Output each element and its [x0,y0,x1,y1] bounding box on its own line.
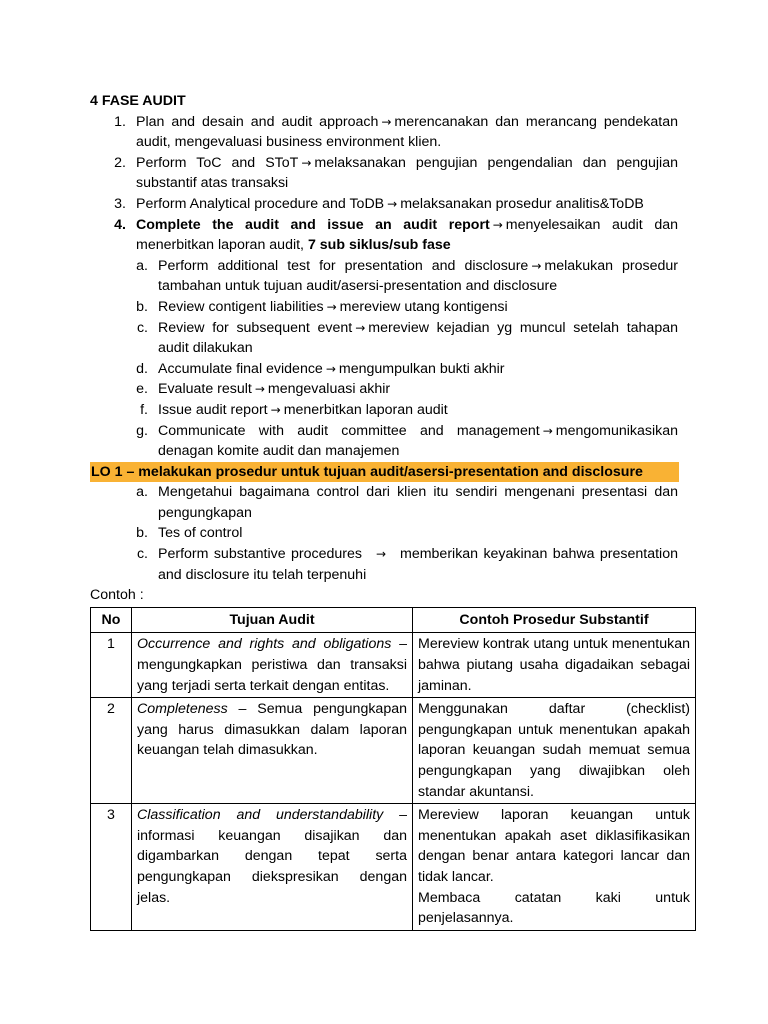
sub-phase-result: menerbitkan laporan audit [283,401,448,418]
lo-item-result: memberikan keyakinan bahwa presentation and disclosure itu telah terpenuhi [158,546,678,583]
phase-result: melaksanakan prosedur analitis&ToDB [400,195,644,212]
sub-phase-result: mengumpulkan bukti akhir [338,360,505,377]
arrow-right-icon: → [381,114,392,129]
sub-phase-list [90,256,678,462]
list-marker: e. [136,381,148,398]
column-header: No [91,607,132,633]
phase-result: merencanakan dan merancang pendekatan audit, mengevaluasi business environment klien. [136,113,678,151]
row-number: 3 [91,804,132,931]
objective-term: Occurrence and rights and obligations [137,636,392,653]
phase-result-bold: 7 sub siklus/sub fase [307,237,451,254]
list-marker: a. [136,257,148,274]
sub-phase-text: Accumulate final evidence [158,360,323,377]
procedure-cell: Menggunakan daftar (checklist) pengungkapan untuk menentukan apakah laporan keuangan sudah memuat semua pengungkapan yang diwajibkan oleh standar akuntansi. [413,698,696,804]
objective-term: Classification and understandability [137,807,384,824]
list-marker: 1. [114,113,126,130]
sub-phase-text: Evaluate result [158,381,252,398]
column-header: Tujuan Audit [132,607,413,633]
objective-desc: – mengungkapkan peristiwa dan transaksi yang terjadi serta terkait dengan entitas. [137,636,407,694]
table-header-row [91,607,696,633]
phase-text: Perform Analytical procedure and ToDB [136,195,385,212]
phase-text: Complete the audit and issue an audit report [136,216,490,233]
list-item [90,318,678,359]
phase-result: menyelesaikan audit dan menerbitkan laporan audit, [136,216,678,254]
lo-list [90,482,678,585]
sub-phase-text: Communicate with audit committee and management [158,422,540,439]
list-item [90,523,678,544]
procedure-text: Membaca catatan kaki untuk penjelasannya. [418,889,690,927]
list-item [90,194,678,215]
arrow-right-icon: → [270,402,281,417]
list-item [90,153,678,194]
sub-phase-result: mereview kejadian yg muncul setelah tahapan audit dilakukan [158,319,678,357]
phase-list [90,112,678,256]
example-label: Contoh : [90,587,144,604]
procedure-text: Mereview laporan keuangan untuk menentukan apakah aset diklasifikasikan dengan benar antara kategori lancar dan tidak lancar. [418,807,690,885]
list-marker: 3. [114,195,126,212]
list-marker: 4. [114,216,126,233]
sub-phase-text: Review contigent liabilities [158,298,324,315]
sub-phase-text: Review for subsequent event [158,319,353,336]
list-marker: a. [136,484,148,501]
arrow-right-icon: → [355,320,366,335]
list-marker: d. [136,360,148,377]
list-item [90,379,678,400]
sub-phase-result: mereview utang kontigensi [339,298,508,315]
list-item [90,544,678,585]
sub-phase-text: Perform additional test for presentation and disclosure [158,257,529,274]
list-item [90,297,678,318]
lo-item-text: Mengetahui bagaimana control dari klien itu sendiri mengenani presentasi dan pengungkapan [158,484,678,521]
table-row [91,804,696,931]
list-item [90,482,678,523]
phase-text: Perform ToC and SToT [136,154,299,171]
row-number: 2 [91,698,132,804]
list-item [90,359,678,380]
lo-heading: LO 1 – melakukan prosedur untuk tujuan audit/asersi-presentation and disclosure [90,462,679,483]
table-row [91,698,696,804]
objective-term: Completeness [137,701,228,718]
arrow-right-icon: → [542,423,553,438]
sub-phase-result: mengevaluasi akhir [267,381,391,398]
section-title: 4 FASE AUDIT [90,93,186,109]
procedure-cell: Mereview kontrak utang untuk menentukan bahwa piutang usaha digadaikan sebagai jaminan. [413,633,696,698]
arrow-right-icon: → [254,382,265,397]
lo-item-text: Tes of control [158,525,243,542]
arrow-right-icon: → [325,361,336,376]
sub-phase-text: Issue audit report [158,401,268,418]
list-item [90,400,678,421]
phase-text: Plan and desain and audit approach [136,113,379,130]
example-table [90,607,696,931]
arrow-right-icon: → [301,155,312,170]
arrow-right-icon: → [531,258,542,273]
sub-phase-result: mengomunikasikan denagan komite audit dan manajemen [158,422,678,460]
arrow-right-icon: → [492,217,503,232]
phase-result: melaksanakan pengujian pengendalian dan pengujian substantif atas transaksi [136,154,678,192]
list-item [90,112,678,153]
list-item [90,215,678,256]
column-header: Contoh Prosedur Substantif [413,607,696,633]
arrow-right-icon: → [375,547,387,562]
sub-phase-result: melakukan prosedur tambahan untuk tujuan audit/asersi-presentation and disclosure [158,257,678,295]
list-marker: b. [136,525,148,542]
list-marker: g. [136,422,148,439]
document-page [90,91,690,931]
objective-desc: – informasi keuangan disajikan dan digambarkan dengan tepat serta pengungkapan diekspresikan dengan jelas. [137,807,407,906]
list-item [90,256,678,297]
list-item [90,421,678,462]
arrow-right-icon: → [326,299,337,314]
list-marker: c. [136,546,148,563]
row-number: 1 [91,633,132,698]
table-row [91,633,696,698]
list-marker: b. [136,298,148,315]
list-marker: 2. [114,154,126,171]
objective-desc: – Semua pengungkapan yang harus dimasukkan dalam laporan keuangan telah dimasukkan. [137,701,407,759]
lo-item-text: Perform substantive procedures [158,546,362,563]
list-marker: f. [140,401,148,418]
list-marker: c. [136,319,148,336]
arrow-right-icon: → [387,196,398,211]
